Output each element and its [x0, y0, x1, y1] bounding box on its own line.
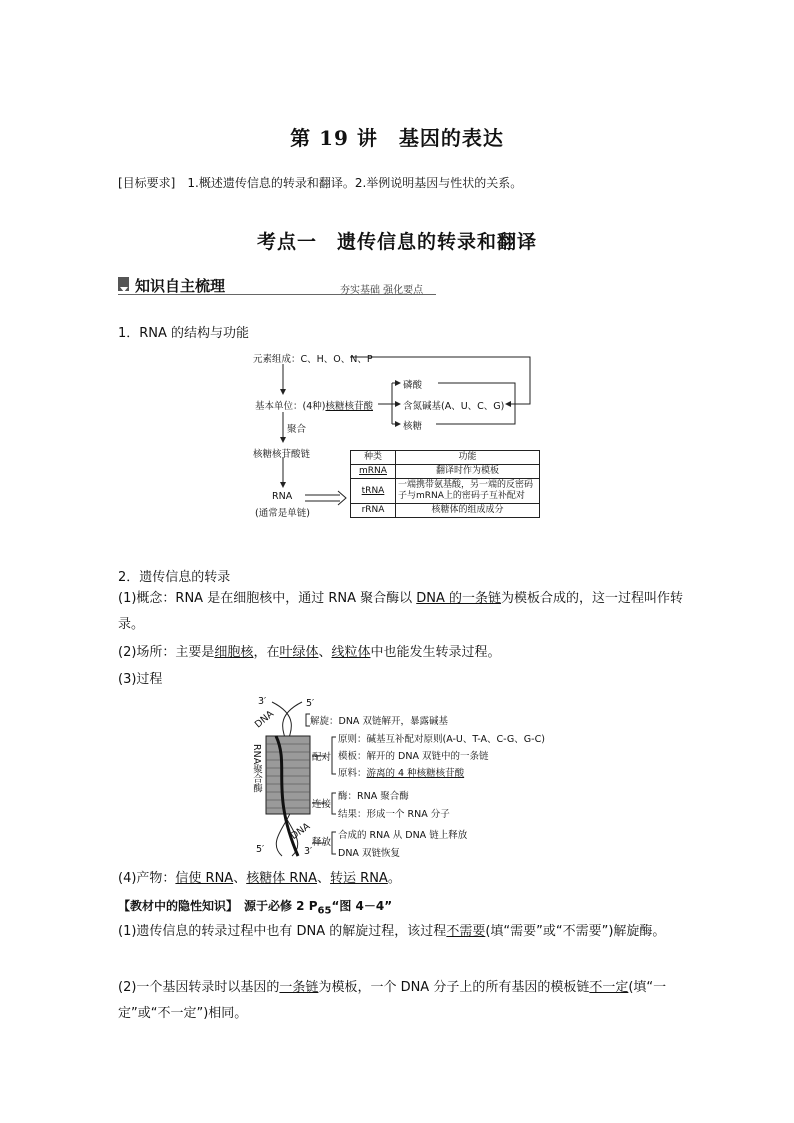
place-answer-3: 线粒体: [331, 645, 371, 660]
step-release: 释放: [312, 837, 332, 848]
place-answer-2: 叶绿体: [279, 645, 319, 660]
heading-transcription: 2．遗传信息的转录: [118, 570, 231, 585]
table-row: [351, 479, 540, 504]
table-header: 种类: [351, 451, 396, 465]
table-header: 功能: [396, 451, 540, 465]
place-sep: 、: [318, 645, 332, 660]
hidden-ref: “图 4－4”: [331, 899, 393, 913]
place-answer-1: 细胞核: [214, 645, 254, 660]
table-header-row: [351, 451, 540, 465]
material-answer: 游离的 4 种核糖核苷酸: [366, 768, 465, 779]
place-paragraph: [118, 640, 686, 666]
unit-label: [255, 398, 373, 412]
release-restore: DNA 双链恢复: [338, 848, 400, 859]
concept-post: 为模板合成的，这一过程叫作转录。: [118, 591, 684, 632]
hidden-text: 【教材中的隐性知识】 源于必修 2 P: [118, 899, 318, 913]
elements-text: 元素组成：C、H、O、N、P: [253, 354, 373, 365]
learning-goal: [目标要求] 1.概述遗传信息的转录和翻译。2.举例说明基因与性状的关系。: [118, 176, 523, 190]
product-paragraph: [118, 866, 686, 892]
dna-label-top: DNA: [252, 708, 277, 731]
table-cell: rRNA: [351, 504, 396, 518]
rna-type-table: [350, 450, 540, 518]
place-pre: (2)场所：主要是: [118, 645, 215, 660]
section-title: 考点一 遗传信息的转录和翻译: [256, 231, 537, 253]
concept-answer: DNA 的一条链: [416, 591, 502, 606]
step-link: 连接: [312, 799, 332, 810]
q2-answer-2: 不一定: [589, 980, 629, 995]
label-3prime-bottom: 3′: [304, 846, 313, 857]
table-cell: 一端携带氨基酸，另一端的反密码子与mRNA上的密码子互补配对: [396, 479, 540, 504]
product-answer-3: 转运 RNA: [330, 871, 388, 886]
table-cell: tRNA: [351, 479, 396, 504]
knowledge-bar-sub: 夯实基础 强化要点: [340, 285, 424, 296]
concept-paragraph: [118, 586, 686, 638]
unit-prefix: 基本单位：(4种): [255, 401, 326, 412]
product-answer-1: 信使 RNA: [175, 871, 234, 886]
question-2: [118, 975, 686, 1027]
table-row: [351, 465, 540, 479]
step-unwind: 解旋：DNA 双链解开，暴露碱基: [310, 716, 448, 727]
chain-label: 核糖核苷酸链: [253, 449, 311, 460]
q1-pre: (1)遗传信息的转录过程中也有 DNA 的解旋过程，该过程: [118, 924, 447, 939]
pairing-template: 模板：解开的 DNA 双链中的一条链: [338, 751, 489, 762]
q2-pre: (2)一个基因转录时以基因的: [118, 980, 280, 995]
hidden-page: 65: [317, 905, 332, 917]
elements-label: [253, 351, 373, 365]
product-post: 。: [387, 871, 401, 886]
divider: [118, 294, 436, 295]
product-sep-1: 、: [233, 871, 247, 886]
link-enzyme: 酶：RNA 聚合酶: [338, 791, 409, 802]
q2-answer-1: 一条链: [279, 980, 319, 995]
dna-label-bottom: DNA: [288, 820, 313, 843]
q2-post: (填“一定”或“不一定”)相同。: [118, 980, 667, 1021]
page-title: 第 19 讲 基因的表达: [290, 126, 504, 150]
release-rna: 合成的 RNA 从 DNA 链上释放: [338, 830, 468, 841]
heading-rna: 1．RNA 的结构与功能: [118, 326, 250, 341]
product-sep-2: 、: [317, 871, 331, 886]
pairing-material: [338, 765, 464, 779]
material-pre: 原料：: [338, 768, 367, 779]
question-1: [118, 919, 686, 945]
unit-text: 核糖核苷酸: [325, 401, 373, 412]
step-pairing: 配对: [312, 752, 332, 763]
label-5prime-bottom: 5′: [256, 844, 265, 855]
link-result: 结果：形成一个 RNA 分子: [338, 809, 450, 820]
place-post: 中也能发生转录过程。: [370, 645, 501, 660]
product-answer-2: 核糖体 RNA: [246, 871, 318, 886]
table-cell: 翻译时作为模板: [396, 465, 540, 479]
process-heading: (3)过程: [118, 672, 163, 687]
concept-pre: (1)概念：RNA 是在细胞核中，通过 RNA 聚合酶以: [118, 591, 417, 606]
table-cell: 核糖体的组成成分: [396, 504, 540, 518]
table-cell: mRNA: [351, 465, 396, 479]
phosphate-label: 磷酸: [403, 380, 423, 391]
table-row: [351, 504, 540, 518]
product-pre: (4)产物：: [118, 871, 176, 886]
rna-note: (通常是单链): [255, 508, 310, 519]
ribose-label: 核糖: [403, 421, 423, 432]
rna-polymerase-label: RNA聚合酶: [251, 744, 262, 793]
rna-label: RNA: [272, 491, 293, 502]
q1-answer: 不需要: [446, 924, 486, 939]
knowledge-bar: [118, 275, 436, 295]
transcription-diagram: [240, 696, 560, 861]
q1-post: (填“需要”或“不需要”)解旋酶。: [485, 924, 666, 939]
arrow-down-icon: [118, 277, 129, 291]
label-3prime-top: 3′: [258, 696, 267, 707]
polymerize-label: 聚合: [287, 424, 307, 435]
place-mid: ，在: [253, 645, 280, 660]
base-label: 含氮碱基(A、U、C、G): [403, 401, 505, 412]
knowledge-bar-label: 知识自主梳理: [135, 277, 226, 295]
label-5prime-top: 5′: [306, 698, 315, 709]
rna-structure-diagram: [200, 342, 600, 552]
pairing-principle: 原则：碱基互补配对原则(A-U、T-A、C-G、G-C): [338, 734, 545, 745]
q2-mid: 为模板，一个 DNA 分子上的所有基因的模板链: [318, 980, 590, 995]
